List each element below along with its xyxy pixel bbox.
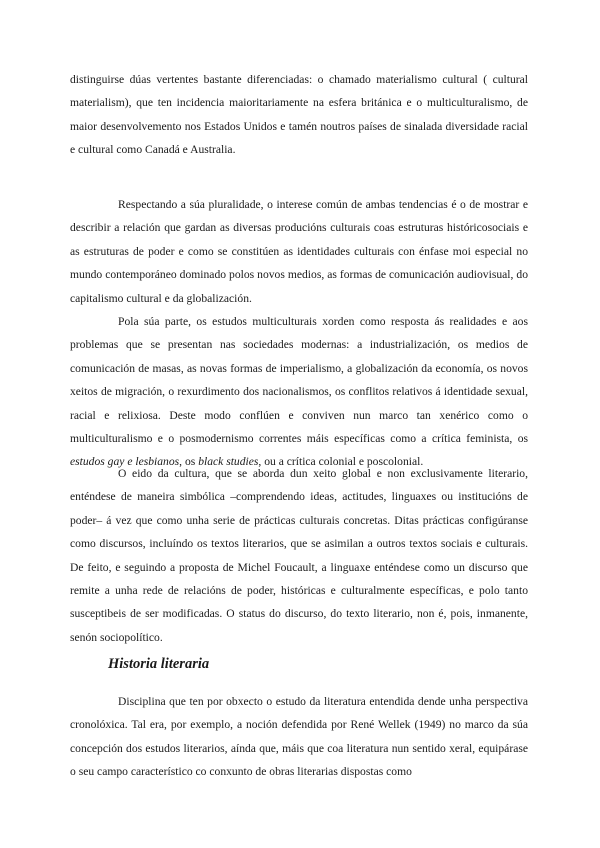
paragraph-culture-field: O eido da cultura, que se aborda dun xeito global e non exclusivamente literario, enténdese de maneira simbólica –comprendendo ideas, actitudes, linguaxes ou institucións de poder– á vez que como unha serie de prácticas culturais concretas. Ditas prácticas configúranse como discursos, incluíndo os textos literarios, que se asimilan a outros textos sociais e culturais. De feito, e seguindo a proposta de Michel Foucault, a linguaxe enténdese como un discurso que remite a unha rede de relacións de poder, históricas e culturalmente específicas, e polo tanto susceptibeis de ser modificadas. O status do discurso, do texto literario, non é, pois, inmanente, senón sociopolítico. [70,467,528,644]
paragraph-multicultural-studies [70,310,528,474]
paragraph-literary-history: Disciplina que ten por obxecto o estudo da literatura entendida dende unha perspectiva cronolóxica. Tal era, por exemplo, a noción defendida por René Wellek (1949) no marco da súa concepción dos estudos literarios, aínda que, máis que coa literatura nun sentido xeral, equipárase o seu campo característico co conxunto de obras literarias dispostas como [70,695,528,779]
paragraph-materialism: distinguirse dúas vertentes bastante diferenciadas: o chamado materialismo cultural ( cultural materialism), que ten incidencia maioritariamente na esfera británica e o multiculturalismo, de maior desenvolvemento nos Estados Unidos e tamén noutros países de sinalada diversidade racial e cultural como Canadá e Australia. [70,73,528,157]
section-heading: Historia literaria [108,656,210,672]
paragraph-multicultural-text: Pola súa parte, os estudos multiculturais xorden como resposta ás realidades e aos problemas que se presentan nas sociedades modernas: a industrialización, os medios de comunicación de masas, as novas formas de imperialismo, a globalización da economía, os novos xeitos de migración, o rexurdimento dos nacionalismos, os conflitos relativos á identidade sexual, racial e relixiosa. Deste modo conflúen e conviven nun marco tan xenérico como o multiculturalismo e o posmodernismo correntes máis específicas como a crítica feminista, os [70,315,528,446]
italic-black-studies: black studies [198,455,259,469]
paragraph-plurality: Respectando a súa pluralidade, o interese común de ambas tendencias é o de mostrar e describir a relación que gardan as diversas producións culturais coas estruturas históricosociais e as estruturas de poder e como se constitúen as identidades culturais con énfase moi especial no mundo contemporáneo dominado polos novos medios, as formas de comunicación audiovisual, do capitalismo cultural e da globalización. [70,198,528,305]
italic-gay-lesbian-studies: estudos gay e lesbianos [70,455,180,469]
paragraph-multicultural-ending: , ou a crítica colonial e poscolonial. [258,455,424,469]
paragraph-multicultural-separator: , os [179,455,199,469]
